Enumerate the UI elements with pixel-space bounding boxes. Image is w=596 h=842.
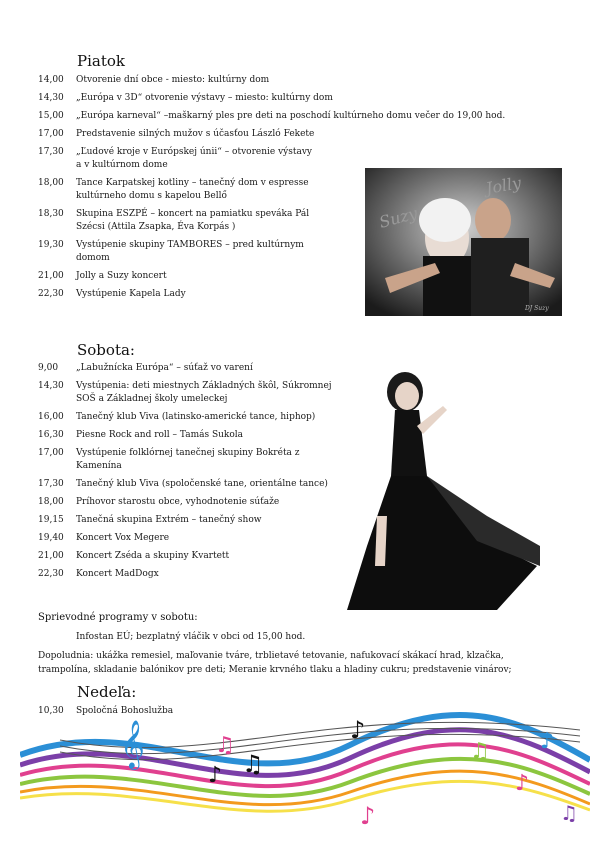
music-note-icon: ♫ — [215, 733, 235, 758]
event-description: Koncert Vox Megere — [76, 533, 170, 543]
time-label: 9,00 — [38, 363, 59, 373]
music-note-icon: ♫ — [242, 750, 264, 778]
event-description: „Ľudové kroje v Európskej únii“ – otvorenie výstavy — [76, 147, 313, 157]
time-label: 21,00 — [38, 551, 64, 561]
time-label: 18,00 — [38, 178, 64, 188]
event-description: Jolly a Suzy koncert — [76, 271, 167, 281]
sprievodne-line1: Infostan EÚ; bezplatný vláčik v obci od 15,00 hod. — [76, 632, 306, 642]
suzy-caption: Suzy — [377, 203, 420, 232]
nedela-heading: Nedeľa: — [77, 683, 137, 701]
time-label: 21,00 — [38, 271, 64, 281]
time-label: 15,00 — [38, 111, 64, 121]
music-note-icon: ♫ — [560, 801, 578, 825]
music-note-icon: ♪ — [540, 729, 555, 754]
time-label: 17,00 — [38, 448, 64, 458]
event-description: a v kultúrnom dome — [76, 160, 168, 170]
music-swirl-decoration — [20, 700, 590, 840]
time-label: 16,00 — [38, 412, 64, 422]
event-description: domom — [76, 253, 110, 263]
event-description: Vystúpenie skupiny TAMBORES – pred kultúrnym — [76, 240, 304, 250]
event-description: „Európa karneval“ –maškarný ples pre deti na poschodí kultúrneho domu večer do 19,00 hod. — [76, 111, 506, 121]
photo-signature: DJ Suzy — [525, 305, 549, 312]
event-description: Tanečná skupina Extrém – tanečný show — [76, 515, 262, 525]
time-label: 19,30 — [38, 240, 64, 250]
event-description: Vystúpenie folklórnej tanečnej skupiny Bokréta z — [76, 448, 300, 458]
event-description: Príhovor starostu obce, vyhodnotenie súťaže — [76, 497, 280, 507]
event-description: Koncert MadDogx — [76, 569, 159, 579]
event-description: Tanečný klub Viva (latinsko-americké tance, hiphop) — [76, 412, 316, 422]
event-description: Spoločná Bohoslužba — [76, 706, 174, 716]
event-description: Vystúpenie Kapela Lady — [76, 289, 186, 299]
event-description: Vystúpenia: deti miestnych Základných škôl, Súkromnej — [76, 381, 332, 391]
time-label: 22,30 — [38, 289, 64, 299]
sprievodne-paragraph — [38, 649, 560, 677]
event-description: Szécsi (Attila Zsapka, Éva Korpás ) — [76, 222, 236, 232]
time-label: 14,00 — [38, 75, 64, 85]
time-label: 18,30 — [38, 209, 64, 219]
time-label: 14,30 — [38, 381, 64, 391]
time-label: 22,30 — [38, 569, 64, 579]
event-description: SOŠ a Základnej školy umeleckej — [76, 394, 228, 404]
event-description: Piesne Rock and roll – Tamás Sukola — [76, 430, 244, 440]
event-description: „Labužnícka Európa“ – súťaž vo varení — [76, 363, 253, 373]
sprievodne-paragraph-line2: trampolína, skladanie balónikov pre deti; Meranie krvného tlaku a hladiny cukru; predstavenie vinárov; — [38, 665, 512, 675]
event-description: Tanečný klub Viva (spoločenské tane, orientálne tance) — [76, 479, 328, 489]
singer-photo — [347, 366, 540, 610]
time-label: 19,15 — [38, 515, 64, 525]
time-label: 19,40 — [38, 533, 64, 543]
event-description: kultúrneho domu s kapelou Bellő — [76, 191, 227, 201]
event-description: „Európa v 3D“ otvorenie výstavy – miesto: kultúrny dom — [76, 93, 333, 103]
time-label: 18,00 — [38, 497, 64, 507]
music-note-icon: ♪ — [360, 802, 376, 830]
time-label: 17,00 — [38, 129, 64, 139]
time-label: 16,30 — [38, 430, 64, 440]
time-label: 17,30 — [38, 147, 64, 157]
sobota-heading: Sobota: — [77, 341, 135, 359]
music-note-icon: ♪ — [350, 716, 366, 744]
treble-clef-icon: 𝄞 — [120, 719, 145, 768]
time-label: 14,30 — [38, 93, 64, 103]
event-description: Otvorenie dní obce - miesto: kultúrny dom — [76, 75, 270, 85]
event-description: Kamenína — [76, 461, 122, 471]
piatok-heading: Piatok — [77, 52, 125, 70]
jolly-caption: Jolly — [484, 173, 523, 198]
music-note-icon: ♪ — [515, 771, 530, 796]
event-description: Koncert Zséda a skupiny Kvartett — [76, 551, 230, 561]
music-note-icon: ♪ — [208, 763, 223, 788]
jolly-suzy-photo — [365, 168, 562, 316]
time-label: 10,30 — [38, 706, 64, 716]
music-note-icon: ♫ — [470, 739, 490, 764]
sprievodne-paragraph-line1: Dopoludnia: ukážka remesiel, maľovanie tváre, trblietavé tetovanie, nafukovací skákací hrad, klzačka, — [38, 651, 504, 661]
event-description: Predstavenie silných mužov s účasťou László Fekete — [76, 129, 315, 139]
sprievodne-heading: Sprievodné programy v sobotu: — [38, 612, 198, 623]
event-description: Skupina ESZPÉ – koncert na pamiatku speváka Pál — [76, 209, 310, 219]
event-description: Tance Karpatskej kotliny – tanečný dom v espresse — [76, 178, 309, 188]
time-label: 17,30 — [38, 479, 64, 489]
